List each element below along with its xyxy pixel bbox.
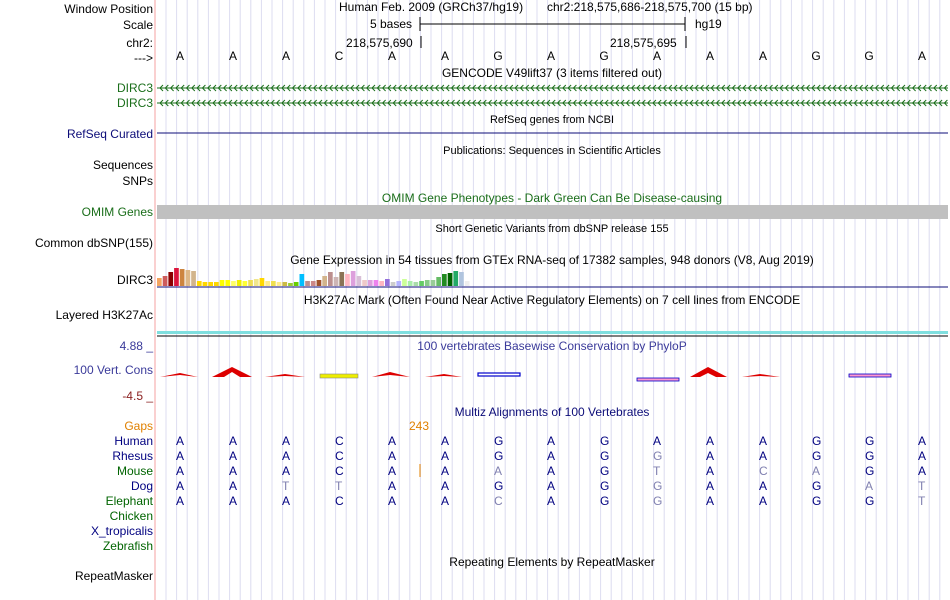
phylop-min: -4.5 _: [122, 389, 153, 403]
gtex-label[interactable]: DIRC3: [116, 273, 153, 287]
gtex-title[interactable]: Gene Expression in 54 tissues from GTEx RNA-seq of 17382 samples, 948 donors (V8, Aug 2019): [290, 253, 814, 267]
aligned-base: A: [918, 434, 927, 448]
aligned-base: A: [547, 449, 556, 463]
ref-base: A: [705, 49, 714, 63]
ref-base: G: [864, 49, 874, 63]
gtex-tissue-bar: [231, 281, 236, 286]
aligned-base: G: [653, 494, 663, 508]
aligned-base: A: [812, 464, 821, 478]
gtex-tissue-bar: [180, 269, 185, 286]
gtex-tissue-bar: [163, 276, 168, 286]
species-label[interactable]: X_tropicalis: [90, 524, 153, 538]
multiz-title[interactable]: Multiz Alignments of 100 Vertebrates: [454, 405, 650, 419]
aligned-base: G: [600, 434, 610, 448]
publications-label-sequences[interactable]: Sequences: [92, 158, 153, 172]
aligned-base: A: [494, 464, 503, 478]
aligned-base: G: [494, 449, 504, 463]
aligned-base: A: [176, 464, 185, 478]
aligned-base: A: [229, 479, 238, 493]
aligned-base: A: [388, 449, 397, 463]
aligned-base: G: [600, 464, 610, 478]
aligned-base: A: [229, 434, 238, 448]
gtex-tissue-bar: [322, 276, 327, 286]
aligned-base: C: [335, 434, 344, 448]
ref-base: G: [493, 49, 503, 63]
gtex-tissue-bar: [408, 281, 413, 286]
species-label[interactable]: Elephant: [105, 494, 153, 508]
gtex-tissue-bar: [425, 280, 430, 286]
coord-left: 218,575,690: [346, 36, 413, 50]
refseq-title[interactable]: RefSeq genes from NCBI: [489, 114, 615, 126]
aligned-base: A: [441, 449, 450, 463]
aligned-base: A: [547, 479, 556, 493]
h3k27ac-label[interactable]: Layered H3K27Ac: [55, 308, 153, 322]
aligned-base: C: [335, 494, 344, 508]
aligned-base: A: [388, 479, 397, 493]
gtex-tissue-bar: [396, 281, 401, 286]
gene-dirc3-2[interactable]: [157, 100, 948, 106]
aligned-base: A: [759, 479, 768, 493]
phylop-signal[interactable]: [160, 367, 891, 381]
gtex-tissue-bar: [448, 273, 453, 286]
aligned-base: A: [229, 464, 238, 478]
aligned-base: A: [865, 479, 874, 493]
gtex-tissue-bar: [248, 280, 253, 286]
gtex-tissue-bar: [168, 272, 173, 286]
gtex-tissue-bar: [186, 270, 191, 286]
ref-base: A: [546, 49, 555, 63]
aligned-base: A: [176, 434, 185, 448]
aligned-base: G: [494, 479, 504, 493]
gtex-tissue-bar: [254, 279, 259, 286]
aligned-base: A: [547, 464, 556, 478]
chrom-label: chr2:: [126, 36, 153, 50]
aligned-base: C: [335, 464, 344, 478]
ref-base: A: [387, 49, 396, 63]
aligned-base: G: [812, 434, 822, 448]
gtex-tissue-bar: [334, 277, 339, 286]
publications-title[interactable]: Publications: Sequences in Scientific Articles: [443, 145, 661, 157]
gtex-tissue-bar: [197, 281, 202, 286]
aligned-base: G: [494, 434, 504, 448]
ref-base: A: [440, 49, 449, 63]
aligned-base: A: [229, 494, 238, 508]
aligned-base: A: [176, 494, 185, 508]
gene-label-dirc3-1[interactable]: DIRC3: [116, 81, 153, 95]
aligned-base: A: [759, 449, 768, 463]
aligned-base: A: [176, 449, 185, 463]
gtex-tissue-bar: [419, 281, 424, 286]
gtex-tissue-bar: [357, 276, 362, 286]
aligned-base: A: [706, 494, 715, 508]
scale-text: 5 bases: [370, 17, 413, 31]
dbsnp-label[interactable]: Common dbSNP(155): [34, 236, 153, 250]
omim-label[interactable]: OMIM Genes: [81, 205, 153, 219]
aligned-base: G: [812, 479, 822, 493]
gtex-tissue-bar: [459, 272, 464, 286]
aligned-base: A: [706, 434, 715, 448]
omim-title[interactable]: OMIM Gene Phenotypes - Dark Green Can Be Disease-causing: [381, 191, 723, 205]
ref-base: G: [811, 49, 821, 63]
gtex-tissue-bar: [465, 281, 470, 286]
gtex-tissue-bar: [402, 279, 407, 286]
gtex-tissue-bar: [214, 282, 219, 286]
gencode-title[interactable]: GENCODE V49lift37 (3 items filtered out): [441, 66, 663, 80]
aligned-base: G: [812, 449, 822, 463]
gtex-tissue-bar: [300, 274, 305, 286]
aligned-base: G: [600, 479, 610, 493]
aligned-base: A: [706, 479, 715, 493]
species-label[interactable]: Human: [114, 434, 153, 448]
gtex-tissue-bar: [414, 282, 419, 286]
gtex-tissue-bar: [191, 271, 196, 286]
aligned-base: G: [865, 464, 875, 478]
refseq-label[interactable]: RefSeq Curated: [66, 127, 153, 141]
db-text: hg19: [695, 17, 722, 31]
phylop-title[interactable]: 100 vertebrates Basewise Conservation by PhyloP: [417, 339, 687, 353]
ref-base: A: [758, 49, 767, 63]
gtex-tissue-bar: [260, 278, 265, 286]
species-label[interactable]: Mouse: [116, 464, 153, 478]
gtex-tissue-bar: [339, 272, 344, 286]
gtex-tissue-bar: [328, 272, 333, 286]
aligned-base: G: [865, 449, 875, 463]
gtex-tissue-bar: [237, 280, 242, 286]
gtex-tissue-bar: [351, 271, 356, 286]
aligned-base: C: [494, 494, 503, 508]
gtex-bars[interactable]: [157, 268, 470, 286]
aligned-base: A: [547, 434, 556, 448]
gtex-tissue-bar: [305, 281, 310, 286]
h3k27ac-title[interactable]: H3K27Ac Mark (Often Found Near Active Regulatory Elements) on 7 cell lines from ENCODE: [303, 293, 801, 307]
gtex-tissue-bar: [271, 281, 276, 286]
gene-dirc3-1[interactable]: [157, 85, 948, 91]
aligned-base: G: [865, 494, 875, 508]
ref-base: A: [228, 49, 237, 63]
aligned-base: A: [706, 464, 715, 478]
gtex-tissue-bar: [225, 280, 230, 286]
gtex-tissue-bar: [317, 280, 322, 286]
publications-label-snps[interactable]: SNPs: [122, 174, 153, 188]
ref-base: A: [917, 49, 926, 63]
aligned-base: A: [441, 479, 450, 493]
aligned-base: A: [918, 449, 927, 463]
gtex-tissue-bar: [203, 282, 208, 286]
aligned-base: A: [176, 479, 185, 493]
repeatmasker-title[interactable]: Repeating Elements by RepeatMasker: [449, 555, 655, 569]
repeatmasker-label[interactable]: RepeatMasker: [74, 569, 153, 583]
aligned-base: G: [865, 434, 875, 448]
reference-sequence: [155, 49, 950, 63]
aligned-base: A: [282, 494, 291, 508]
aligned-base: T: [335, 479, 343, 493]
gtex-tissue-bar: [288, 283, 293, 286]
aligned-base: T: [918, 494, 926, 508]
gtex-tissue-bar: [345, 274, 350, 286]
aligned-base: A: [441, 494, 450, 508]
aligned-base: A: [441, 434, 450, 448]
phylop-label[interactable]: 100 Vert. Cons: [73, 363, 153, 377]
species-label[interactable]: Rhesus: [112, 449, 153, 463]
dbsnp-title[interactable]: Short Genetic Variants from dbSNP release 155: [435, 223, 669, 235]
aligned-base: G: [653, 479, 663, 493]
assembly-text: Human Feb. 2009 (GRCh37/hg19): [339, 0, 524, 14]
gtex-tissue-bar: [282, 282, 287, 286]
aligned-base: T: [653, 464, 661, 478]
gtex-tissue-bar: [157, 278, 162, 286]
gap-count: 243: [409, 419, 430, 433]
aligned-base: C: [335, 449, 344, 463]
ref-base: A: [652, 49, 661, 63]
arrow-label: --->: [134, 51, 153, 65]
h3k27ac-signal[interactable]: [157, 331, 948, 334]
gtex-tissue-bar: [453, 271, 458, 286]
aligned-base: A: [388, 434, 397, 448]
omim-bar[interactable]: [157, 205, 948, 219]
aligned-base: A: [282, 434, 291, 448]
aligned-base: G: [653, 449, 663, 463]
gtex-tissue-bar: [174, 268, 179, 286]
gtex-tissue-bar: [368, 280, 373, 286]
aligned-base: G: [600, 494, 610, 508]
ref-base: G: [599, 49, 609, 63]
phylop-max: 4.88 _: [119, 339, 153, 353]
aligned-base: A: [547, 494, 556, 508]
species-label[interactable]: Chicken: [109, 509, 153, 523]
aligned-base: A: [653, 434, 662, 448]
aligned-base: T: [918, 479, 926, 493]
gaps-label: Gaps: [124, 419, 153, 433]
scale-label: Scale: [122, 18, 153, 32]
aligned-base: A: [918, 464, 927, 478]
aligned-base: A: [388, 494, 397, 508]
gtex-tissue-bar: [385, 279, 390, 286]
coord-right: 218,575,695: [610, 36, 677, 50]
gtex-tissue-bar: [431, 280, 436, 286]
gtex-tissue-bar: [220, 280, 225, 286]
species-label[interactable]: Dog: [130, 479, 153, 493]
gtex-tissue-bar: [294, 282, 299, 286]
aligned-base: C: [759, 464, 768, 478]
gtex-tissue-bar: [362, 280, 367, 286]
aligned-base: A: [706, 449, 715, 463]
ref-base: C: [334, 49, 344, 63]
gtex-tissue-bar: [374, 280, 379, 286]
aligned-base: G: [600, 449, 610, 463]
species-label[interactable]: Zebrafish: [102, 539, 153, 553]
gene-label-dirc3-2[interactable]: DIRC3: [116, 96, 153, 110]
aligned-base: A: [388, 464, 397, 478]
gtex-tissue-bar: [379, 281, 384, 286]
gtex-tissue-bar: [442, 274, 447, 286]
aligned-base: A: [229, 449, 238, 463]
aligned-base: T: [282, 479, 290, 493]
position-text[interactable]: chr2:218,575,686-218,575,700 (15 bp): [547, 0, 753, 14]
aligned-base: A: [282, 464, 291, 478]
aligned-base: A: [759, 434, 768, 448]
gtex-tissue-bar: [311, 281, 316, 286]
gtex-tissue-bar: [265, 281, 270, 286]
gtex-tissue-bar: [208, 282, 213, 286]
aligned-base: G: [812, 494, 822, 508]
window-position-label: Window Position: [64, 2, 153, 16]
gtex-tissue-bar: [391, 282, 396, 286]
gtex-tissue-bar: [277, 282, 282, 286]
aligned-base: A: [441, 464, 450, 478]
gtex-tissue-bar: [436, 277, 441, 286]
gtex-tissue-bar: [243, 281, 248, 286]
ref-base: A: [175, 49, 184, 63]
aligned-base: A: [282, 449, 291, 463]
aligned-base: A: [759, 494, 768, 508]
ref-base: A: [281, 49, 290, 63]
